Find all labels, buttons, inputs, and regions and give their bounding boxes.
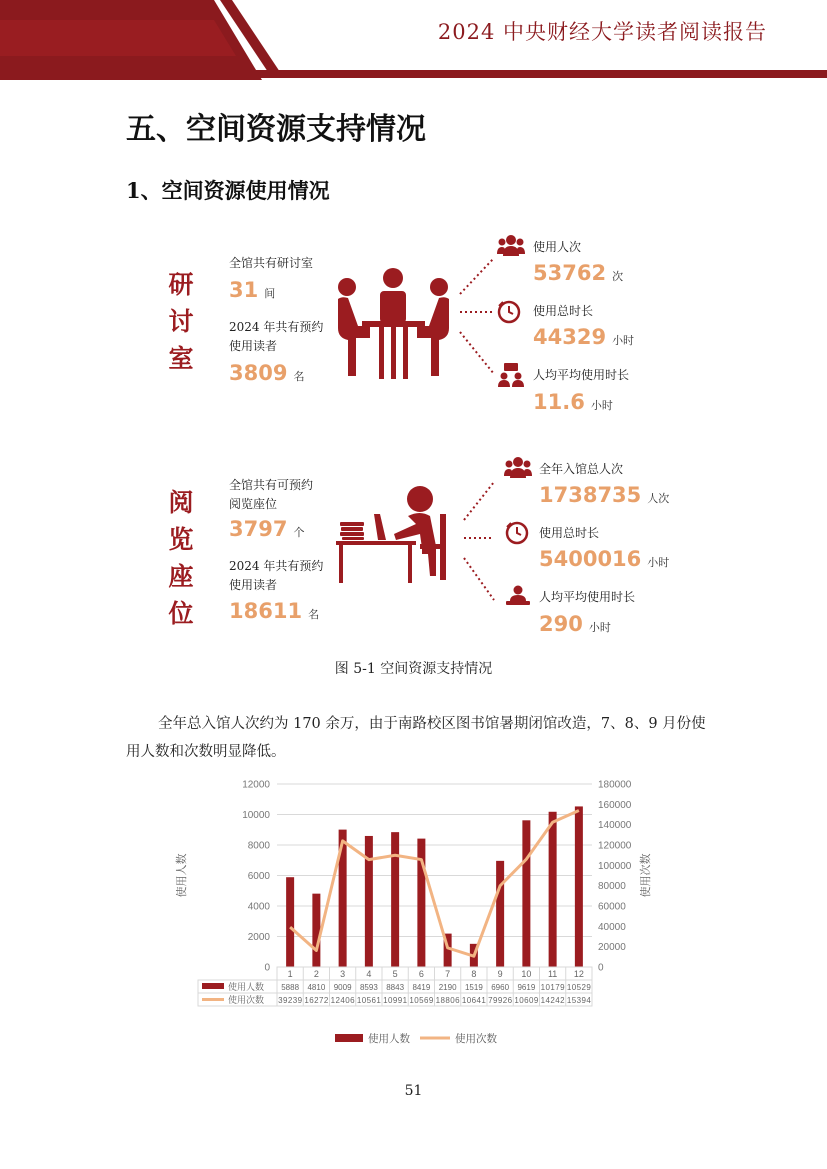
- table-cell: 9619: [517, 983, 536, 992]
- seat-readers-label-2: 使用读者: [229, 578, 278, 592]
- study-stat-label: 人均平均使用时长: [533, 368, 630, 382]
- bar: [365, 836, 373, 967]
- seat-stat-value: 1738735 人次: [539, 483, 670, 507]
- study-readers-label-1: 2024 年共有预约: [229, 320, 324, 334]
- x-tick: 4: [366, 969, 372, 979]
- bar: [391, 832, 399, 967]
- study-room-label-char: 讨: [168, 307, 194, 336]
- y-tick-left: 0: [264, 962, 270, 974]
- x-tick: 8: [471, 969, 477, 979]
- study-room-label-char: 室: [168, 344, 194, 373]
- table-row-label: 使用人数: [228, 982, 265, 992]
- study-stat-value: 53762 次: [533, 261, 624, 285]
- table-cell: 15394: [566, 996, 591, 1005]
- x-tick: 7: [445, 969, 451, 979]
- dotted-connectors: [460, 476, 498, 616]
- table-cell: 14242: [540, 996, 565, 1005]
- y-axis-label-right: 使用次数: [640, 853, 652, 898]
- table-cell: 2190: [438, 983, 457, 992]
- y-tick-right: 140000: [598, 820, 632, 832]
- legend-label: 使用次数: [455, 1033, 497, 1045]
- table-cell: 16272: [304, 996, 329, 1005]
- table-cell: 10569: [409, 996, 434, 1005]
- y-tick-right: 160000: [598, 799, 632, 811]
- sub-title: 1、空间资源使用情况: [126, 178, 330, 203]
- bar: [496, 861, 504, 967]
- laptop-user-icon: [506, 585, 530, 607]
- seat-stat-label: 全年入馆总人次: [539, 462, 624, 476]
- y-tick-right: 0: [598, 962, 604, 974]
- table-cell: 4810: [307, 983, 326, 992]
- clock-icon: [505, 521, 529, 545]
- table-cell: 39239: [278, 996, 303, 1005]
- dotted-connectors: [456, 250, 498, 390]
- table-cell: 9009: [333, 983, 352, 992]
- x-tick: 10: [521, 969, 532, 979]
- x-tick: 9: [497, 969, 503, 979]
- table-cell: 10991: [383, 996, 408, 1005]
- reading-seats-label: [166, 484, 196, 632]
- y-tick-right: 40000: [598, 921, 626, 933]
- x-tick: 6: [418, 969, 424, 979]
- seats-value: 3797 个: [229, 517, 305, 541]
- study-readers-value: 3809 名: [229, 361, 305, 385]
- table-cell: 8419: [412, 983, 431, 992]
- rooms-label: 全馆共有研讨室: [229, 256, 314, 270]
- table-cell: 10641: [461, 996, 486, 1005]
- y-tick-left: 10000: [242, 810, 270, 821]
- bar: [575, 806, 583, 967]
- x-tick: 3: [340, 969, 346, 979]
- table-cell: 8843: [386, 983, 405, 992]
- clock-icon: [497, 300, 521, 324]
- legend-key-bar: [202, 983, 224, 989]
- x-tick: 5: [392, 969, 398, 979]
- meeting-table-icon: [336, 266, 451, 382]
- people-icon: [504, 456, 532, 478]
- table-cell: 6960: [491, 983, 510, 992]
- rooms-value: 31 间: [229, 278, 276, 302]
- study-stat-label: 使用人次: [533, 240, 582, 254]
- x-tick: 11: [547, 969, 558, 979]
- seat-stat-label: 人均平均使用时长: [539, 590, 636, 604]
- study-stat-value: 11.6 小时: [533, 390, 613, 414]
- bar: [549, 812, 557, 967]
- y-tick-left: 4000: [247, 901, 270, 913]
- bar: [312, 894, 320, 967]
- x-tick: 12: [573, 969, 584, 979]
- figure-caption: 图 5-1 空间资源支持情况: [334, 661, 493, 677]
- y-tick-left: 2000: [247, 932, 270, 943]
- y-tick-left: 12000: [242, 779, 270, 791]
- y-tick-right: 60000: [598, 901, 626, 913]
- bar: [286, 877, 294, 967]
- seat-stat-value: 5400016 小时: [539, 547, 670, 571]
- y-tick-left: 6000: [247, 871, 270, 882]
- table-cell: 5888: [281, 983, 300, 992]
- reader-at-desk-icon: [336, 484, 458, 584]
- y-axis-label-left: 使用人数: [176, 853, 188, 898]
- table-row-label: 使用次数: [228, 995, 265, 1005]
- report-title: 2024 中央财经大学读者阅读报告: [437, 20, 767, 44]
- reading-seats-label-char: 阅: [168, 488, 194, 517]
- seat-stat-value: 290 小时: [539, 612, 611, 636]
- study-room-label: [166, 266, 196, 377]
- series-line: [290, 810, 579, 956]
- y-tick-left: 8000: [247, 840, 270, 852]
- monthly-usage-chart: [160, 772, 652, 1062]
- study-room-label-char: 研: [168, 270, 194, 299]
- y-tick-right: 80000: [598, 881, 626, 893]
- reading-seats-label-char: 览: [168, 525, 194, 554]
- seats-label-2: 阅览座位: [229, 497, 278, 511]
- y-tick-right: 100000: [598, 860, 632, 872]
- table-cell: 10561: [356, 996, 381, 1005]
- legend-key-bar: [335, 1034, 363, 1042]
- x-tick: 2: [313, 969, 319, 979]
- body-paragraph: 全年总入馆人次约为 170 余万，由于南路校区图书馆暑期闭馆改造，7、8、9 月份使用人数和次数明显降低。: [126, 716, 706, 760]
- legend-label: 使用人数: [368, 1033, 410, 1045]
- table-cell: 79926: [488, 996, 513, 1005]
- section-title: 五、空间资源支持情况: [126, 112, 426, 147]
- y-tick-right: 180000: [598, 779, 632, 791]
- people-icon: [497, 234, 525, 256]
- table-cell: 12406: [330, 996, 355, 1005]
- meeting-icon: [498, 363, 524, 387]
- bar: [522, 820, 530, 967]
- reading-seats-label-char: 位: [168, 599, 194, 628]
- table-cell: 8593: [359, 983, 378, 992]
- table-cell: 10529: [566, 983, 591, 992]
- seat-readers-value: 18611 名: [229, 599, 320, 623]
- table-cell: 10609: [514, 996, 539, 1005]
- table-cell: 10179: [540, 983, 565, 992]
- x-tick: 1: [287, 969, 293, 979]
- study-stat-label: 使用总时长: [533, 304, 594, 318]
- study-readers-label-2: 使用读者: [229, 339, 278, 353]
- table-cell: 18806: [435, 996, 460, 1005]
- seat-readers-label-1: 2024 年共有预约: [229, 559, 324, 573]
- seats-label-1: 全馆共有可预约: [229, 478, 314, 492]
- seat-stat-label: 使用总时长: [539, 526, 600, 540]
- reading-seats-label-char: 座: [168, 562, 194, 591]
- y-tick-right: 120000: [598, 840, 632, 852]
- study-stat-value: 44329 小时: [533, 325, 635, 349]
- page-number: 51: [404, 1083, 423, 1099]
- table-cell: 1519: [464, 983, 483, 992]
- y-tick-right: 20000: [598, 942, 626, 954]
